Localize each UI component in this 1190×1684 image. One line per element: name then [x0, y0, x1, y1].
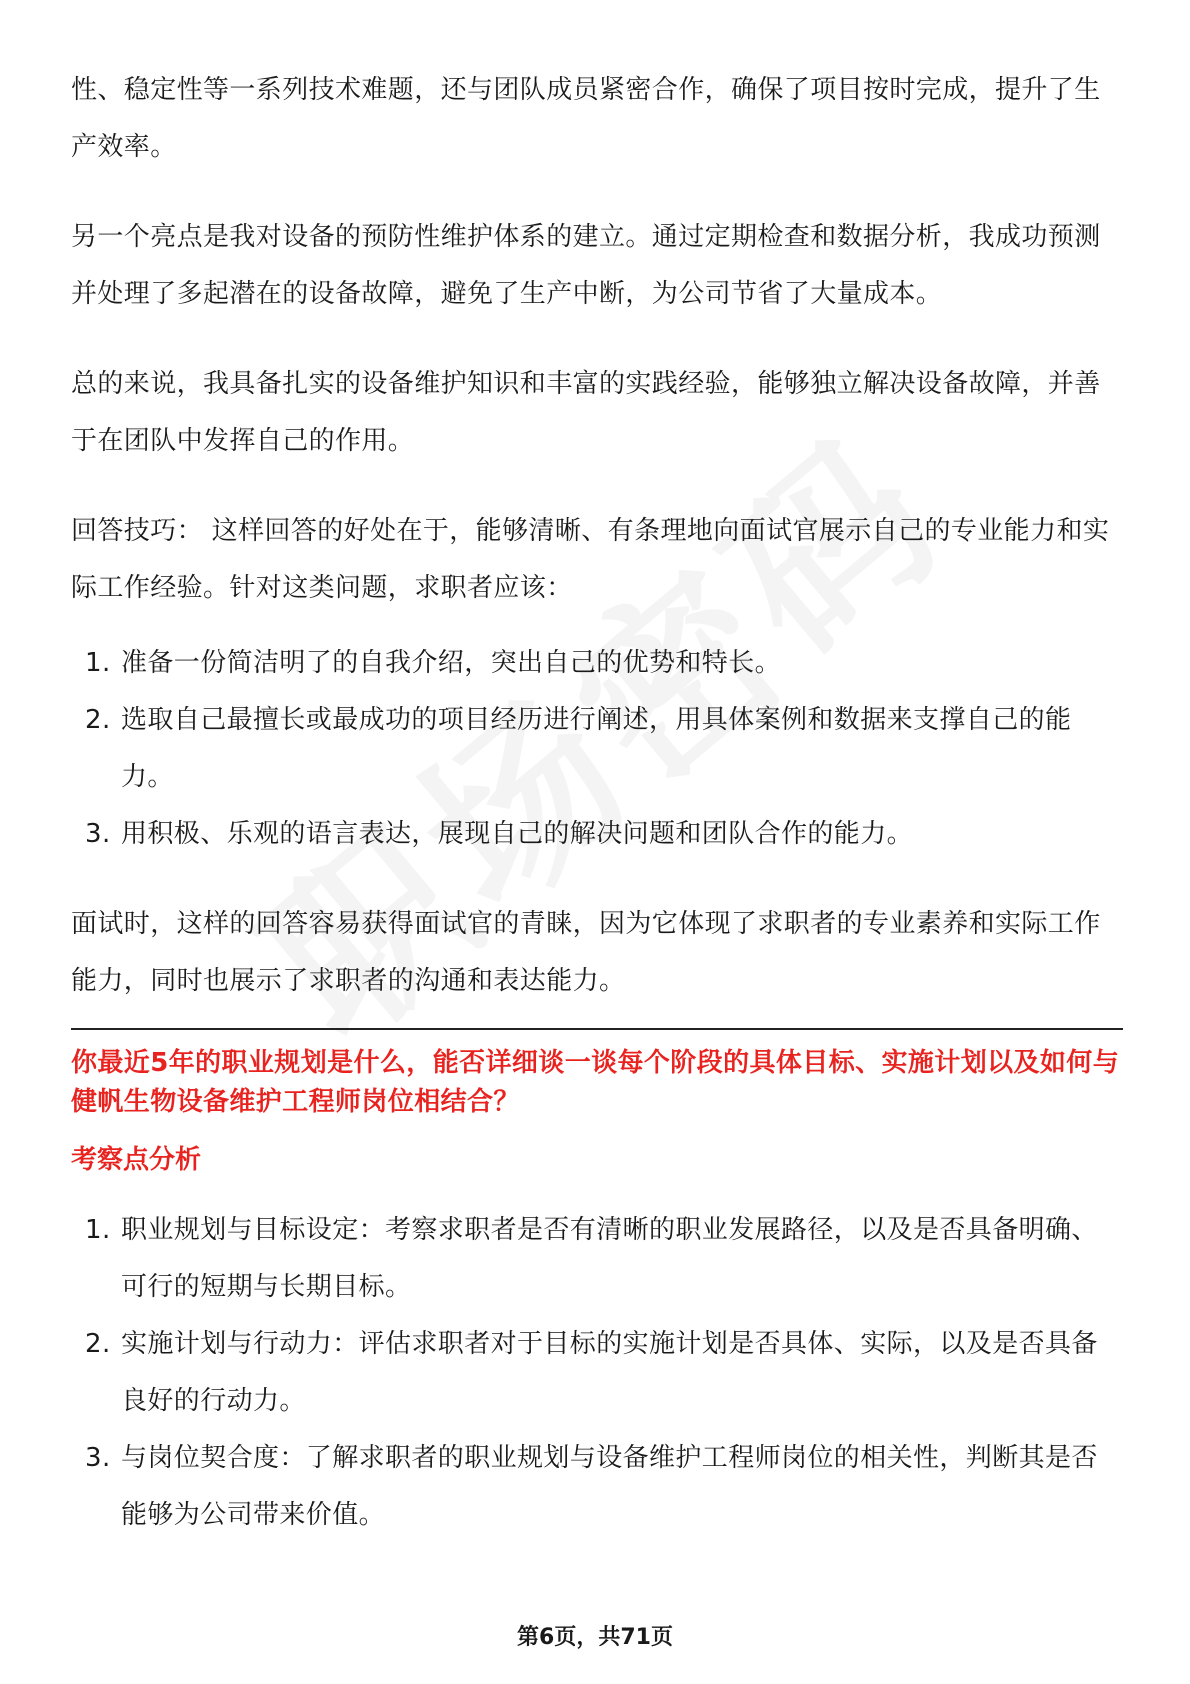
page-footer: 第6页，共71页 [517, 1625, 673, 1650]
list-text: 选取自己最擅长或最成功的项目经历进行阐述，用具体案例和数据来支撑自己的能力。 [121, 705, 1072, 792]
list-number: 3. [85, 1443, 111, 1473]
answer-tips-paragraph: 回答技巧： 这样回答的好处在于，能够清晰、有条理地向面试官展示自己的专业能力和实际工作经验。针对这类问题，求职者应该： [71, 516, 1110, 603]
section-divider [71, 1028, 1123, 1030]
tips-list [71, 635, 1123, 863]
list-item [71, 806, 1123, 863]
paragraph: 总的来说，我具备扎实的设备维护知识和丰富的实践经验，能够独立解决设备故障，并善于在团队中发挥自己的作用。 [71, 369, 1101, 456]
list-number: 2. [85, 705, 111, 735]
paragraph: 另一个亮点是我对设备的预防性维护体系的建立。通过定期检查和数据分析，我成功预测并处理了多起潜在的设备故障，避免了生产中断，为公司节省了大量成本。 [71, 222, 1101, 309]
list-text: 与岗位契合度：了解求职者的职业规划与设备维护工程师岗位的相关性，判断其是否能够为公司带来价值。 [121, 1443, 1098, 1530]
list-item [71, 692, 1123, 806]
list-number: 1. [85, 648, 111, 678]
list-item [71, 1316, 1123, 1430]
list-item [71, 635, 1123, 692]
analysis-title: 考察点分析 [71, 1145, 202, 1175]
list-text: 准备一份简洁明了的自我介绍，突出自己的优势和特长。 [121, 648, 782, 678]
list-text: 用积极、乐观的语言表达，展现自己的解决问题和团队合作的能力。 [121, 819, 914, 849]
analysis-list [71, 1202, 1123, 1544]
document-page [71, 62, 1123, 1577]
closing-paragraph: 面试时，这样的回答容易获得面试官的青睐，因为它体现了求职者的专业素养和实际工作能力，同时也展示了求职者的沟通和表达能力。 [71, 909, 1101, 996]
list-number: 3. [85, 819, 111, 849]
list-number: 2. [85, 1329, 111, 1359]
list-item [71, 1202, 1123, 1316]
list-item [71, 1430, 1123, 1544]
list-text: 实施计划与行动力：评估求职者对于目标的实施计划是否具体、实际，以及是否具备良好的行动力。 [121, 1329, 1098, 1416]
list-number: 1. [85, 1215, 111, 1245]
list-text: 职业规划与目标设定：考察求职者是否有清晰的职业发展路径，以及是否具备明确、可行的短期与长期目标。 [121, 1215, 1098, 1302]
question-heading: 你最近5年的职业规划是什么，能否详细谈一谈每个阶段的具体目标、实施计划以及如何与健帆生物设备维护工程师岗位相结合？ [71, 1048, 1120, 1117]
paragraph: 性、稳定性等一系列技术难题，还与团队成员紧密合作，确保了项目按时完成，提升了生产效率。 [71, 75, 1101, 162]
